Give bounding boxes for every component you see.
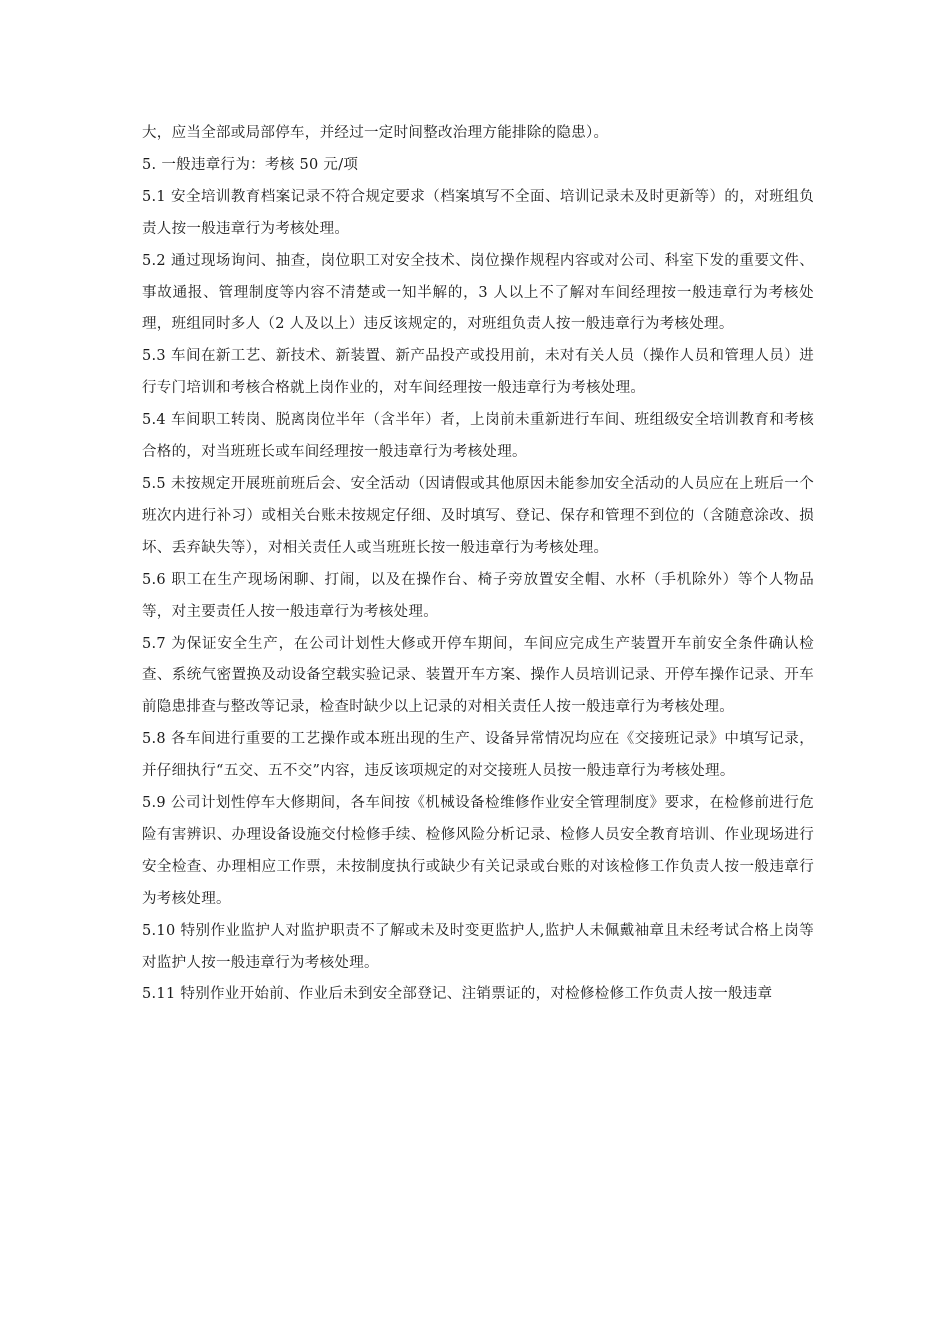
clause-5-6: 5.6 职工在生产现场闲聊、打闹，以及在操作台、椅子旁放置安全帽、水杯（手机除外）等个人物品等，对主要责任人按一般违章行为考核处理。	[142, 571, 814, 620]
clause-5-7: 5.7 为保证安全生产，在公司计划性大修或开停车期间，车间应完成生产装置开车前安全条件确认检查、系统气密置换及动设备空载实验记录、装置开车方案、操作人员培训记录、开停车操作记录、开车前隐患排查与整改等记录，检查时缺少以上记录的对相关责任人按一般违章行为考核处理。	[142, 635, 814, 716]
clause-5-10: 5.10 特别作业监护人对监护职责不了解或未及时变更监护人,监护人未佩戴袖章且未经考试合格上岗等对监护人按一般违章行为考核处理。	[142, 922, 814, 971]
paragraph-hazard-continuation: 大，应当全部或局部停车，并经过一定时间整改治理方能排除的隐患）。	[142, 125, 609, 141]
clause-5-4: 5.4 车间职工转岗、脱离岗位半年（含半年）者，上岗前未重新进行车间、班组级安全培训教育和考核合格的，对当班班长或车间经理按一般违章行为考核处理。	[142, 412, 814, 461]
clause-5-11: 5.11 特别作业开始前、作业后未到安全部登记、注销票证的，对检修检修工作负责人按一般违章	[142, 986, 773, 1003]
clause-5-8: 5.8 各车间进行重要的工艺操作或本班出现的生产、设备异常情况均应在《交接班记录》中填写记录，并仔细执行“五交、五不交”内容，违反该项规定的对交接班人员按一般违章行为考核处理。	[142, 731, 814, 780]
clause-5-1: 5.1 安全培训教育档案记录不符合规定要求（档案填写不全面、培训记录未及时更新等）的，对班组负责人按一般违章行为考核处理。	[142, 188, 814, 237]
document-page	[142, 118, 814, 1011]
clause-5-2: 5.2 通过现场询问、抽查，岗位职工对安全技术、岗位操作规程内容或对公司、科室下发的重要文件、事故通报、管理制度等内容不清楚或一知半解的，3 人以上不了解对车间经理按一般违章行为考核处理，班组同时多人（2 人及以上）违反该规定的，对班组负责人按一般违章行为考核处理。	[142, 252, 814, 333]
clause-5-5: 5.5 未按规定开展班前班后会、安全活动（因请假或其他原因未能参加安全活动的人员应在上班后一个班次内进行补习）或相关台账未按规定仔细、及时填写、登记、保存和管理不到位的（含随意涂改、损坏、丢弃缺失等），对相关责任人或当班班长按一般违章行为考核处理。	[142, 475, 814, 556]
clause-5-3: 5.3 车间在新工艺、新技术、新装置、新产品投产或投用前，未对有关人员（操作人员和管理人员）进行专门培训和考核合格就上岗作业的，对车间经理按一般违章行为考核处理。	[142, 348, 814, 397]
heading-general-violation: 5. 一般违章行为：考核 50 元/项	[142, 156, 359, 173]
clause-5-9: 5.9 公司计划性停车大修期间，各车间按《机械设备检维修作业安全管理制度》要求，在检修前进行危险有害辨识、办理设备设施交付检修手续、检修风险分析记录、检修人员安全教育培训、作业现场进行安全检查、办理相应工作票，未按制度执行或缺少有关记录或台账的对该检修工作负责人按一般违章行为考核处理。	[142, 795, 814, 907]
